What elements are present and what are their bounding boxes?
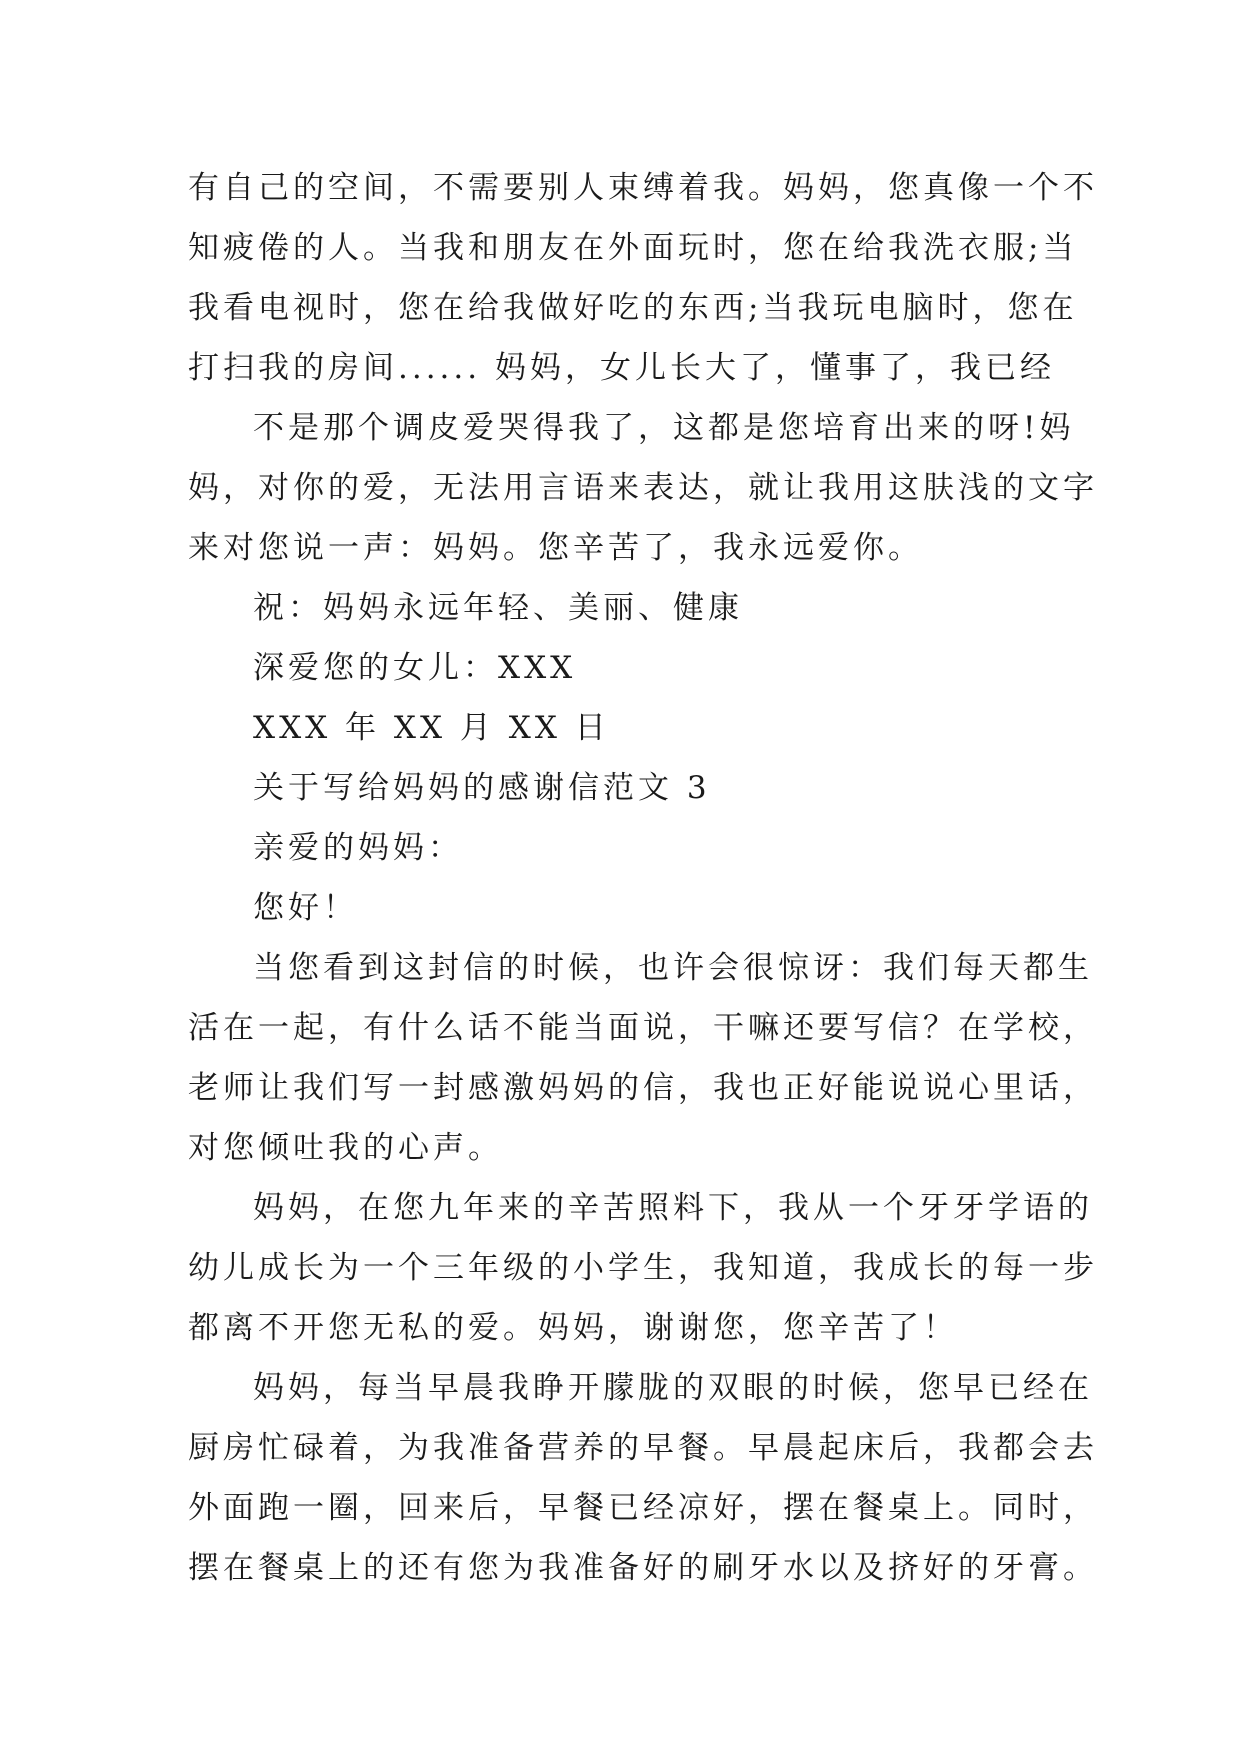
text-line: 对您倾吐我的心声。 [188,1130,503,1166]
greeting-wish: 祝：妈妈永远年轻、美丽、健康 [253,590,743,626]
text-line: 幼儿成长为一个三年级的小学生，我知道，我成长的每一步 [188,1250,1098,1286]
text-line: 妈，对你的爱，无法用言语来表达，就让我用这肤浅的文字 [188,470,1098,506]
text-line: 外面跑一圈，回来后，早餐已经凉好，摆在餐桌上。同时， [188,1490,1098,1526]
text-line: 当您看到这封信的时候，也许会很惊讶：我们每天都生 [253,950,1093,986]
salutation: 亲爱的妈妈： [253,830,463,866]
text-line: 老师让我们写一封感激妈妈的信，我也正好能说说心里话， [188,1070,1098,1106]
text-line: 知疲倦的人。当我和朋友在外面玩时，您在给我洗衣服;当 [188,230,1078,266]
text-line: 妈妈，每当早晨我睁开朦胧的双眼的时候，您早已经在 [253,1370,1093,1406]
text-line: 我看电视时，您在给我做好吃的东西;当我玩电脑时，您在 [188,290,1078,326]
text-line: 来对您说一声：妈妈。您辛苦了，我永远爱你。 [188,530,923,566]
text-line: 打扫我的房间...... 妈妈，女儿长大了，懂事了，我已经 [188,350,1055,386]
date-line: XXX 年 XX 月 XX 日 [253,710,610,746]
letter-body [188,158,1098,1598]
text-line: 摆在餐桌上的还有您为我准备好的刷牙水以及挤好的牙膏。 [188,1550,1098,1586]
text-line: 都离不开您无私的爱。妈妈，谢谢您，您辛苦了！ [188,1310,958,1346]
text-line: 有自己的空间，不需要别人束缚着我。妈妈，您真像一个不 [188,170,1098,206]
text-line: 厨房忙碌着，为我准备营养的早餐。早晨起床后，我都会去 [188,1430,1098,1466]
text-line: 妈妈，在您九年来的辛苦照料下，我从一个牙牙学语的 [253,1190,1093,1226]
greeting: 您好！ [253,890,358,926]
section-title: 关于写给妈妈的感谢信范文 3 [253,770,711,806]
text-line: 活在一起，有什么话不能当面说，干嘛还要写信？在学校， [188,1010,1098,1046]
signature: 深爱您的女儿：XXX [253,650,577,686]
text-line: 不是那个调皮爱哭得我了，这都是您培育出来的呀!妈 [253,410,1075,446]
